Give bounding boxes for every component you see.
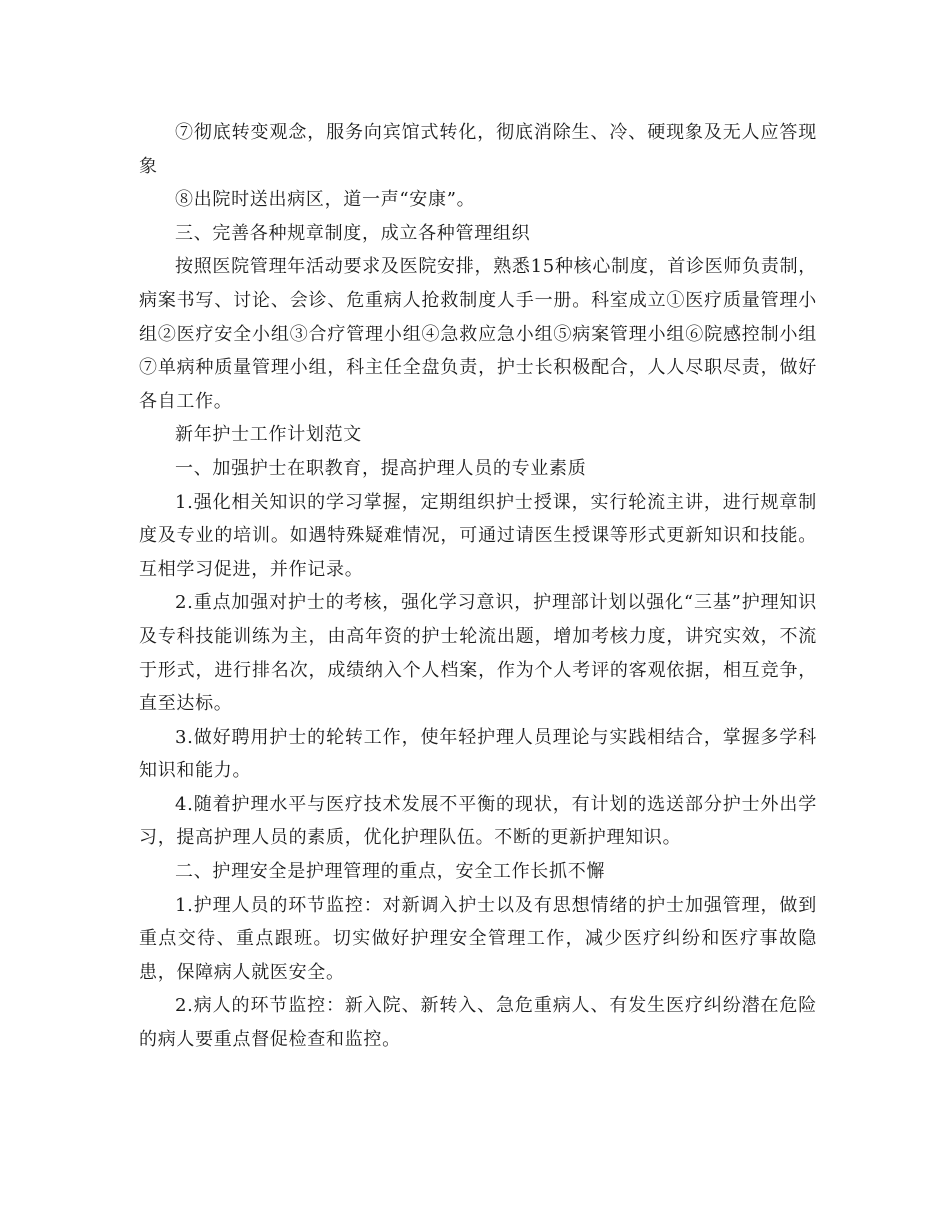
heading-education: 一、加强护士在职教育，提高护理人员的专业素质 [175,457,587,479]
paragraph-safety-1: 1.护理人员的环节监控：对新调入护士以及有思想情绪的护士加强管理，做到重点交待、重点跟班。切实做好护理安全管理工作，减少医疗纠纷和医疗事故隐患，保障病人就医安全。 [139,894,817,983]
paragraph-education-2: 2.重点加强对护士的考核，强化学习意识，护理部计划以强化“三基”护理知识及专科技能训练为主，由高年资的护士轮流出题，增加考核力度，讲究实效，不流于形式，进行排名次，成绩纳入个人档案，作为个人考评的客观依据，相互竞争，直至达标。 [139,592,817,715]
heading-safety: 二、护理安全是护理管理的重点，安全工作长抓不懈 [175,861,606,883]
paragraph-education-3: 3.做好聘用护士的轮转工作，使年轻护理人员理论与实践相结合，掌握多学科知识和能力。 [139,726,817,782]
paragraph-education-1: 1.强化相关知识的学习掌握，定期组织护士授课，实行轮流主讲，进行规章制度及专业的培训。如遇特殊疑难情况，可通过请医生授课等形式更新知识和技能。互相学习促进，并作记录。 [139,491,817,580]
paragraph-safety-2: 2.病人的环节监控：新入院、新转入、急危重病人、有发生医疗纠纷潜在危险的病人要重点督促检查和监控。 [139,995,817,1051]
paragraph-education-4: 4.随着护理水平与医疗技术发展不平衡的现状，有计划的选送部分护士外出学习，提高护理人员的素质，优化护理队伍。不断的更新护理知识。 [139,793,817,849]
section-title-nurse-plan: 新年护士工作计划范文 [175,424,362,446]
paragraph-discharge: ⑧出院时送出病区，道一声“安康”。 [175,189,476,211]
paragraph-service-attitude: ⑦彻底转变观念，服务向宾馆式转化，彻底消除生、冷、硬现象及无人应答现象 [139,122,817,177]
paragraph-management-groups: 按照医院管理年活动要求及医院安排，熟悉15种核心制度，首诊医师负责制，病案书写、讨论、会诊、危重病人抢救制度人手一册。科室成立①医疗质量管理小组②医疗安全小组③合疗管理小组④急救应急小组⑤病案管理小组⑥院感控制小组⑦单病种质量管理小组，科主任全盘负责，护士长积极配合，人人尽职尽责，做好各自工作。 [139,256,817,412]
heading-rules-organization: 三、完善各种规章制度，成立各种管理组织 [175,222,531,244]
document-body [139,116,817,1057]
